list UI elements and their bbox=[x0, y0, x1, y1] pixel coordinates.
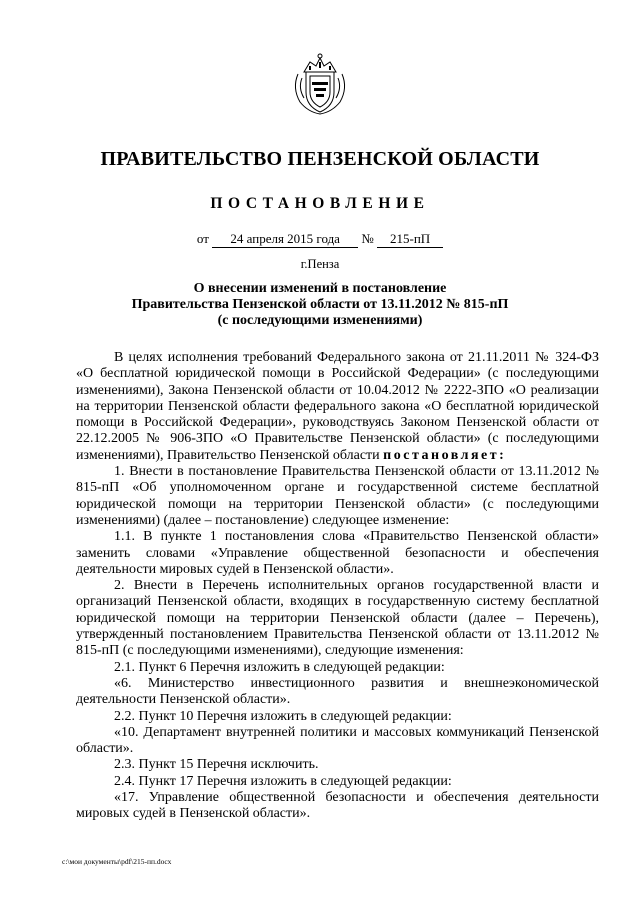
paragraph: 2.3. Пункт 15 Перечня исключить. bbox=[114, 757, 319, 773]
paragraph: 1.1. В пункте 1 постановления слова «Правительство Пензенской области» заменить словами «Управление общественной безопасности и обеспечения деятельности мировых судей в Пензенской области». bbox=[76, 529, 599, 577]
paragraph: 2.1. Пункт 6 Перечня изложить в следующей редакции: bbox=[114, 659, 445, 675]
paragraph: 2.2. Пункт 10 Перечня изложить в следующей редакции: bbox=[114, 708, 452, 724]
number-prefix: № bbox=[361, 231, 374, 246]
date-prefix: от bbox=[196, 231, 209, 246]
paragraph: «6. Министерство инвестиционного развития и внешнеэкономической деятельности Пензенской области». bbox=[76, 675, 599, 708]
document-body bbox=[76, 350, 599, 823]
paragraph: 2.4. Пункт 17 Перечня изложить в следующей редакции: bbox=[114, 773, 452, 789]
coat-of-arms-icon bbox=[290, 52, 350, 116]
heading-line: Правительства Пензенской области от 13.11.2012 № 815-пП bbox=[131, 297, 509, 312]
document-date: 24 апреля 2015 года bbox=[212, 231, 358, 248]
document-type: ПОСТАНОВЛЕНИЕ bbox=[210, 195, 430, 212]
document-heading bbox=[60, 281, 580, 329]
city: г.Пенза bbox=[300, 257, 340, 271]
paragraph: «10. Департамент внутренней политики и массовых коммуникаций Пензенской области». bbox=[76, 724, 599, 757]
heading-line: О внесении изменений в постановление bbox=[193, 281, 447, 296]
document-number: 215-пП bbox=[377, 231, 443, 248]
government-title: ПРАВИТЕЛЬСТВО ПЕНЗЕНСКОЙ ОБЛАСТИ bbox=[100, 148, 540, 170]
paragraph: «17. Управление общественной безопасности и обеспечения деятельности мировых судей в Пензенской области». bbox=[76, 790, 599, 822]
file-path-footer: c:\мои документы\pdf\215-пп.docx bbox=[62, 857, 172, 866]
preamble-text: В целях исполнения требований Федерального закона от 21.11.2011 № 324-ФЗ «О бесплатной юридической помощи в Российской Федерации» (с последующими изменениями), Закона Пензенской области от 10.04.2012 № 2222-ЗПО «О реализации на территории Пензенской области федерального закона «О бесплатной юридической помощи в Российской Федерации», руководствуясь Законом Пензенской области от 22.12.2005 № 906-ЗПО «О Правительстве Пензенской области» (с последующими изменениями), Правительство Пензенской области bbox=[76, 350, 599, 463]
paragraph: 2. Внести в Перечень исполнительных органов государственной власти и организаций Пензенской области, входящих в государственную систему бесплатной юридической помощи на территории Пензенской области (далее – Перечень), утвержденный постановлением Правительства Пензенской области от 13.11.2012 № 815-пП (с последующими изменениями), следующие изменения: bbox=[76, 578, 599, 659]
date-number-line bbox=[0, 231, 640, 248]
paragraph: 1. Внести в постановление Правительства Пензенской области от 13.11.2012 № 815-пП «Об уполномоченном органе и государственной системе бесплатной юридической помощи на территории Пензенской области» (с последующими изменениями) (далее – постановление) следующее изменение: bbox=[76, 464, 599, 528]
heading-line: (с последующими изменениями) bbox=[217, 313, 423, 328]
decree-verb: постановляет: bbox=[383, 447, 507, 463]
preamble-paragraph bbox=[76, 350, 599, 464]
